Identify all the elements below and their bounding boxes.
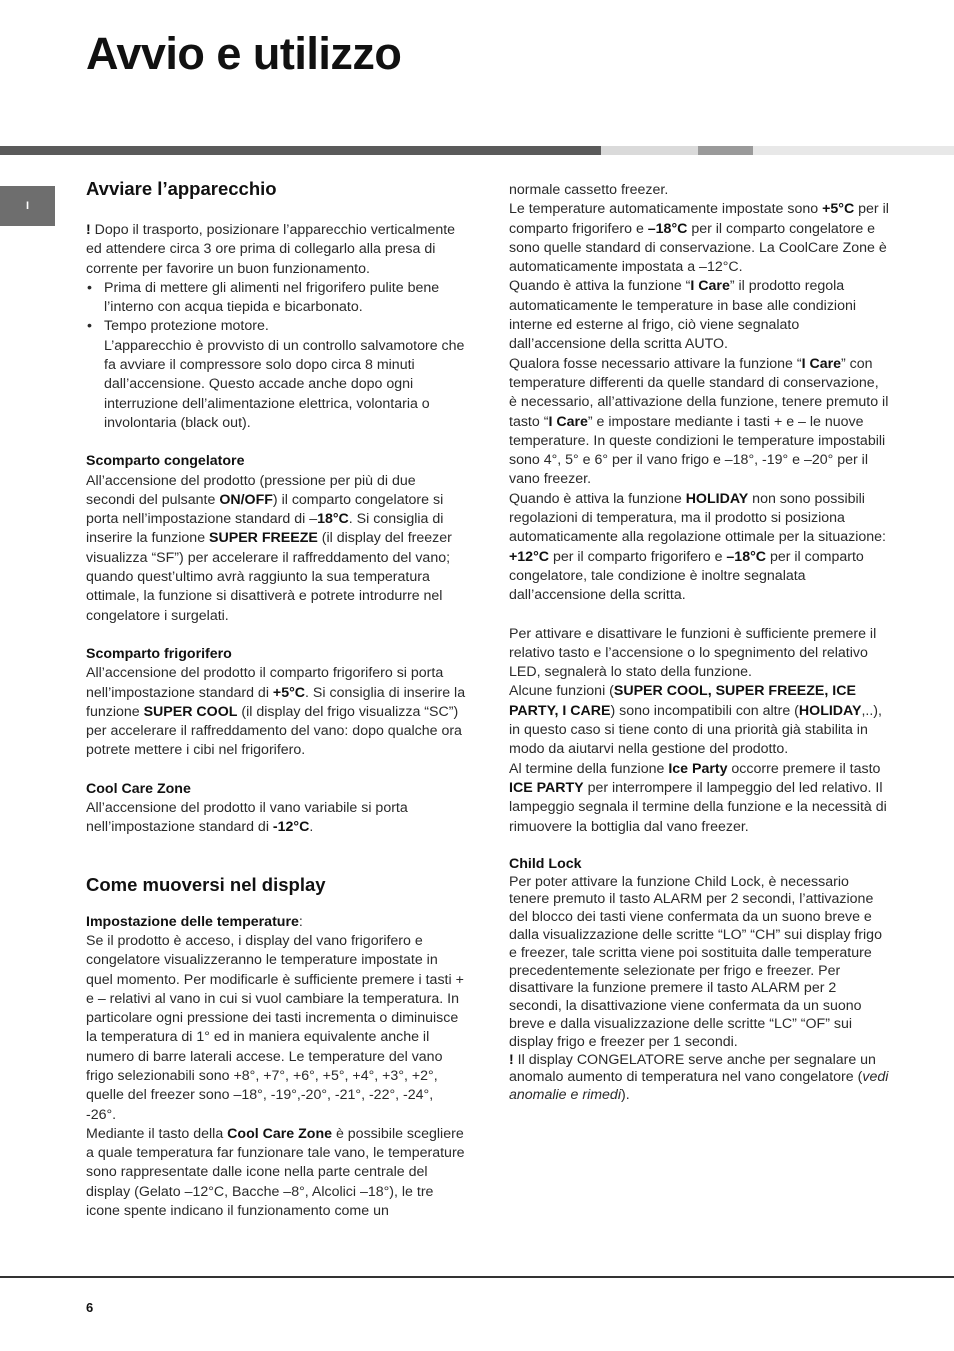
bold-text: +5°C <box>272 684 306 701</box>
italic-text: vedi anomalie e rimedi <box>509 1069 889 1104</box>
bold-text: ICE PARTY <box>509 779 584 796</box>
bold-text: –18°C <box>726 548 767 565</box>
text: ). <box>620 1087 630 1104</box>
text: L’apparecchio è provvisto di un controllo salvamotore che fa avviare il compressore solo dopo circa 8 minuti dall’accensione. Questo accade anche dopo ogni interruzione dell’alimentazione elettrica, volontaria o involontaria (black out). <box>104 337 465 431</box>
bold-text: –18°C <box>647 220 688 237</box>
text: per il comparto frigorifero e <box>509 201 889 237</box>
header-bar-mid <box>698 146 753 155</box>
paragraph: Per attivare e disattivare le funzioni è sufficiente premere il relativo tasto e l’accensione o lo spegnimento del relativo LED, segnalerà lo stato della funzione. <box>509 625 877 681</box>
paragraph-temperature <box>86 913 466 1125</box>
paragraph <box>509 200 889 277</box>
text: (il display del frigo visualizza “SC”) per accelerare il raffreddamento del vano: dopo qualche ora potrete mettere i cibi nel frigorifero. <box>86 703 462 759</box>
bold-text: I Care <box>801 355 842 372</box>
text: All’accensione del prodotto (pressione per più di due secondi del pulsante <box>86 472 416 508</box>
text: Quando è attiva la funzione “ <box>509 278 691 295</box>
bold-text: SUPER FREEZE <box>209 530 318 547</box>
section-heading-avviare: Avviare l’apparecchio <box>86 178 277 199</box>
text: . Si consiglia di inserire la funzione <box>86 511 444 547</box>
bold-text: 18°C <box>317 511 349 528</box>
text: non sono possibili regolazioni di temperatura, ma il prodotto si posiziona automaticamente alla regolazione ottimale per la situazione: <box>509 490 886 546</box>
paragraph <box>509 277 889 354</box>
section-heading-display: Come muoversi nel display <box>86 873 326 895</box>
text: Alcune funzioni ( <box>509 683 614 700</box>
paragraph <box>509 760 889 837</box>
subheading-cool-care-zone: Cool Care Zone <box>86 780 191 797</box>
bold-text: I Care <box>548 413 588 430</box>
text: Dopo il trasporto, posizionare l’apparecchio verticalmente ed attendere circa 3 ore prima di collegarlo alla presa di corrente per favorire un buon funzionamento. <box>86 222 456 277</box>
paragraph-child-lock: Per poter attivare la funzione Child Lock, è necessario tenere premuto il tasto ALARM per 2 secondi, l’attivazione del blocco dei tasti viene confermata da un suono breve e dalla visualizzazione delle scritte “LO” “CH” sui display frigo e freezer, tale scritta viene poi sostituita dalle temperature precedentemente selezionate per frigo e freezer. Per disattivare la funzione premere il tasto ALARM per 2 secondi, la disattivazione viene confermata da un suono breve e dalla visualizzazione delle scritte “LC” “OF” sui display frigo e freezer per 1 secondi. <box>509 873 882 1050</box>
text: per il comparto congelatore, tale condizione è inoltre segnalata dall’accensione della scritta. <box>509 548 864 604</box>
text: Al termine della funzione <box>509 760 669 777</box>
bold-text: Cool Care Zone <box>227 1125 333 1142</box>
text: ) il comparto congelatore si porta nell’impostazione standard di – <box>86 491 444 528</box>
paragraph-trasporto <box>86 221 466 279</box>
header-bar-light <box>601 146 698 155</box>
text: Le temperature automaticamente impostate sono <box>509 201 823 218</box>
right-column <box>509 181 889 1105</box>
bold-text: Impostazione delle temperature <box>86 913 299 930</box>
bold-text: Ice Party <box>668 760 728 777</box>
paragraph <box>509 355 889 490</box>
text: Il display CONGELATORE serve anche per segnalare un anomalo aumento di temperatura nel vano congelatore ( <box>509 1051 876 1086</box>
text: Quando è attiva la funzione <box>509 490 686 507</box>
header-bar-pale <box>753 146 954 155</box>
list-item: • Prima di mettere gli alimenti nel frigorifero pulite bene l’interno con acqua tiepida e bicarbonato. <box>104 279 466 318</box>
language-tab-label: I <box>25 200 30 212</box>
text: ” il prodotto regola automaticamente le temperature in base alle condizioni interne ed esterne al frigo, ciò viene segnalato dall’accensione della scritta AUTO. <box>509 278 857 353</box>
page-number: 6 <box>86 1300 94 1315</box>
page-title: Avvio e utilizzo <box>86 28 402 79</box>
text: . Si consiglia di inserire la funzione <box>86 684 466 720</box>
bold-text: SUPER COOL <box>143 703 238 720</box>
text: per il comparto congelatore e sono quelle standard di conservazione. La CoolCare Zone è automaticamente impostata a –12°C. <box>509 220 887 276</box>
paragraph: normale cassetto freezer. <box>509 182 669 198</box>
text: All’accensione del prodotto il comparto frigorifero si porta nell’impostazione standard di <box>86 665 444 701</box>
left-column <box>86 177 466 1221</box>
text: è possibile scegliere a quale temperatura far funzionare tale vano, le temperature sono rappresentate dalle icone nella parte centrale del display (Gelato –12°C, Bacche –8°, Alcolici –18°), le tre icone spente indicano il funzionamento come un <box>86 1125 465 1220</box>
bold-text: +12°C <box>509 548 549 565</box>
header-bar-dark <box>0 146 601 155</box>
text: ,..), in questo caso si tiene conto di una priorità già stabilita in modo da aiutarvi nella gestione del prodotto. <box>509 702 882 758</box>
bold-text: ON/OFF <box>219 491 273 508</box>
bold-text: HOLIDAY <box>798 702 862 719</box>
text: per il comparto frigorifero e <box>549 548 727 565</box>
text: ” e impostare mediante i tasti + e – le nuove temperature. In queste condizioni le temperature impostabili sono 4°, 5° e 6° per il vano frigo e –18°, -19° e –20° per il vano freezer. <box>509 413 886 488</box>
text: per interrompere il lampeggio del led relativo. Il lampeggio segnala il termine della funzione e la necessità di rimuovere la bottiglia dal vano freezer. <box>509 779 887 835</box>
text: ” con temperature differenti da quelle standard di conservazione, è necessario, all’attivazione della funzione, tenere premuto il tasto “ <box>509 355 889 430</box>
subheading-congelatore: Scomparto congelatore <box>86 453 245 470</box>
paragraph-frigorifero <box>86 664 466 760</box>
text: ) sono incompatibili con altre ( <box>610 702 799 719</box>
text: occorre premere il tasto <box>727 760 881 777</box>
paragraph-congelatore-display <box>509 1052 889 1105</box>
text: : <box>298 913 303 930</box>
bold-text: +5°C <box>822 201 855 218</box>
text: Se il prodotto è acceso, i display del vano frigorifero e congelatore visualizzeranno le temperature impostate in quel momento. Per modificarle è sufficiente premere i tasti + e – relativi al vano in cui si vuol cambiare la temperatura. In particolare ogni pressione dei tasti incrementa o diminuisce la temperatura di 1° ed in maniera equivalente anche il numero di barre laterali accese. Le temperature del vano frigo selezionabili sono +8°, +7°, +6°, +5°, +4°, +3°, +2°, quelle del freezer sono –18°, -19°,-20°, -21°, -22°, -24°, -26°. <box>86 932 464 1123</box>
subheading-frigorifero: Scomparto frigorifero <box>86 645 232 662</box>
paragraph-cool-care-zone <box>86 799 466 838</box>
paragraph <box>509 682 889 759</box>
text: All’accensione del prodotto il vano variabile si porta nell’impostazione standard di <box>86 800 408 836</box>
warning-mark: ! <box>86 222 91 238</box>
bold-text: I Care <box>690 278 730 295</box>
bold-text: HOLIDAY <box>685 490 749 507</box>
text: (il display del freezer visualizza “SF”) per accelerare il raffreddamento del vano; quando quest’ultimo avrà raggiunto la sua temperatura ottimale, la funzione si disattiverà e potrete introdurre nel congelatore i surgelati. <box>86 530 452 624</box>
paragraph-cool-care-button <box>86 1125 466 1221</box>
footer-rule <box>0 1276 954 1278</box>
bold-text: SUPER COOL, SUPER FREEZE, ICE PARTY, I CARE <box>509 683 856 719</box>
text: Tempo protezione motore. <box>104 318 269 335</box>
bold-text: -12°C <box>272 819 310 836</box>
paragraph-congelatore <box>86 472 466 626</box>
text: Qualora fosse necessario attivare la funzione “ <box>509 355 802 372</box>
list-item <box>104 317 466 433</box>
bullet-list <box>86 279 466 433</box>
text: Mediante il tasto della <box>86 1125 228 1142</box>
text: . <box>309 819 314 836</box>
paragraph <box>509 490 889 606</box>
subheading-child-lock: Child Lock <box>509 855 582 872</box>
warning-mark: ! <box>509 1051 514 1068</box>
language-tab <box>0 186 55 226</box>
